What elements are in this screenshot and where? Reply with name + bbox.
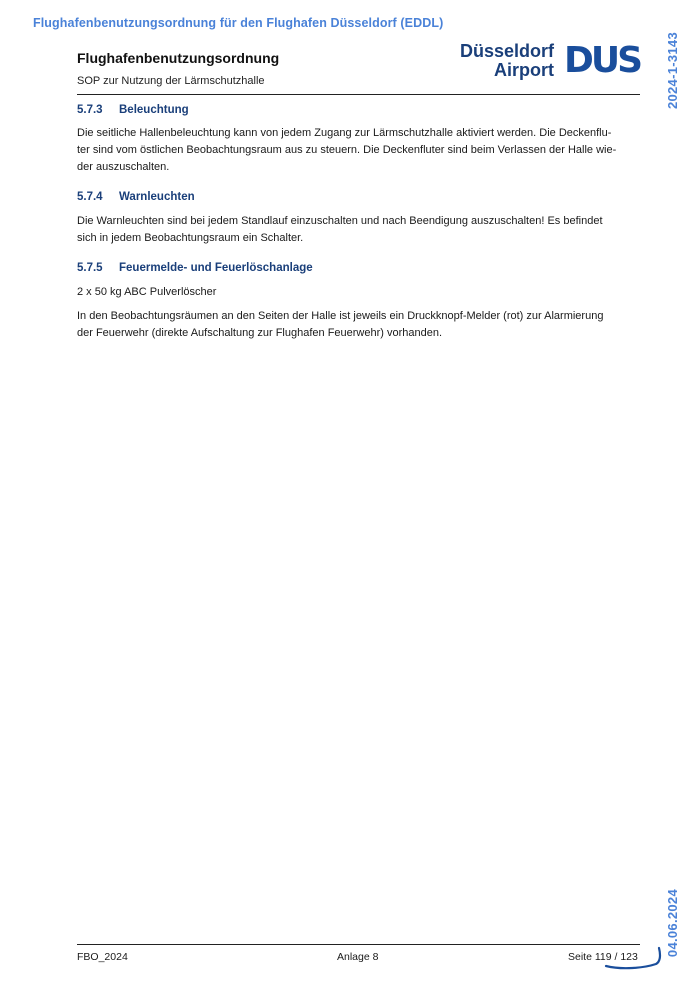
header-divider: [77, 94, 640, 95]
section-number: 5.7.3: [77, 104, 103, 116]
signature-swoosh-icon: [604, 944, 664, 972]
footer-divider: [77, 944, 640, 945]
section-number: 5.7.4: [77, 191, 103, 203]
text-line: der Feuerwehr (direkte Aufschaltung zur Flughafen Feuerwehr) vorhanden.: [77, 327, 443, 339]
dus-logo-icon: DUS: [564, 40, 641, 81]
section-heading-warnleuchten: [77, 191, 195, 203]
logo-line-2: Airport: [494, 60, 554, 80]
text-line: der auszuschalten.: [77, 161, 170, 173]
section-body-feuermelde: [77, 308, 640, 342]
text-line: Die seitliche Hallenbeleuchtung kann von jedem Zugang zur Lärmschutzhalle aktiviert werden. Die Deckenflu-: [77, 127, 612, 139]
section-heading-beleuchtung: [77, 104, 189, 116]
text-line: sich in jedem Beobachtungsraum ein Schalter.: [77, 232, 304, 244]
footer-document-code: FBO_2024: [77, 951, 128, 963]
logo-line-1: Düsseldorf: [459, 41, 554, 61]
text-line: Die Warnleuchten sind bei jedem Standlauf einzuschalten und nach Beendigung auszuschalten! Es befindet: [77, 215, 603, 227]
extinguisher-line: 2 x 50 kg ABC Pulverlöscher: [77, 286, 217, 298]
section-title: Beleuchtung: [119, 104, 189, 116]
text-line: ter sind vom östlichen Beobachtungsraum aus zu steuern. Die Deckenfluter sind beim Verlassen der Halle wie-: [77, 144, 617, 156]
date-stamp: 04.06.2024: [665, 889, 680, 958]
section-body-warnleuchten: [77, 213, 640, 247]
section-title: Feuermelde- und Feuerlöschanlage: [119, 262, 313, 274]
footer-page-number: Seite 119 / 123: [568, 951, 638, 963]
section-number: 5.7.5: [77, 262, 103, 274]
running-header: Flughafenbenutzungsordnung für den Flughafen Düsseldorf (EDDL): [33, 16, 444, 30]
footer-annex: Anlage 8: [337, 951, 379, 963]
text-line: In den Beobachtungsräumen an den Seiten der Halle ist jeweils ein Druckknopf-Melder (rot) zur Alarmierung: [77, 310, 604, 322]
document-title: Flughafenbenutzungsordnung: [77, 50, 280, 66]
section-title: Warnleuchten: [119, 191, 195, 203]
document-subtitle: SOP zur Nutzung der Lärmschutzhalle: [77, 75, 265, 87]
section-heading-feuermelde: [77, 262, 313, 274]
airport-logo-wordmark: [450, 42, 554, 80]
document-number-stamp: 2024-1-3143: [665, 32, 680, 110]
section-body-beleuchtung: [77, 125, 640, 176]
